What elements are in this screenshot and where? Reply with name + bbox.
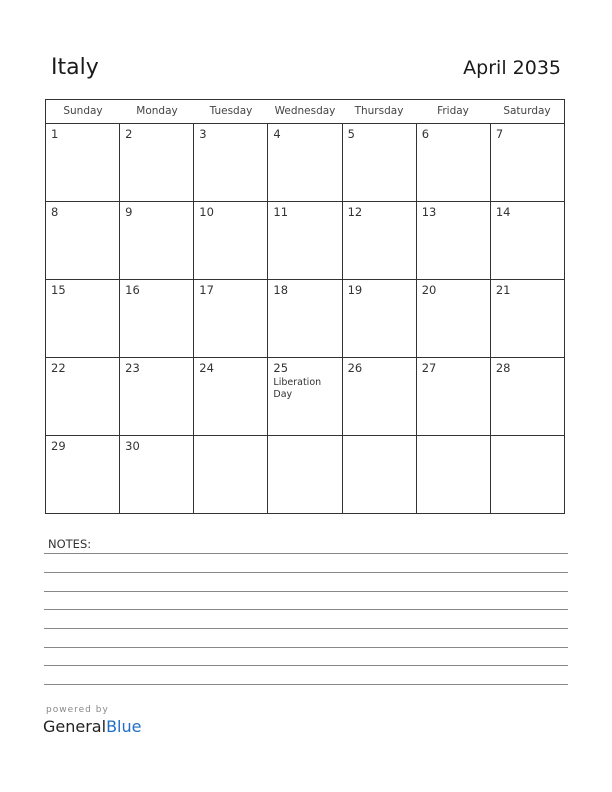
day-cell [268,436,342,513]
day-number: 15 [51,283,66,297]
note-line [44,684,568,685]
day-number: 30 [125,439,140,453]
day-number: 14 [495,205,511,219]
day-number: 18 [273,283,289,297]
day-number: 8 [51,205,59,219]
day-cell [343,280,417,357]
week-row [46,358,564,436]
day-cell [268,124,342,201]
day-cell [491,358,564,435]
day-number: 5 [347,127,355,141]
weekday-header-row [46,100,564,124]
day-cell [194,202,268,279]
day-number: 10 [199,205,214,219]
day-number: 1 [51,127,59,141]
day-number: 27 [421,361,437,375]
day-cell [120,436,194,513]
note-line [44,665,568,666]
day-cell [194,436,268,513]
day-number: 25 [273,361,289,375]
day-cell [417,124,491,201]
day-number: 28 [495,361,511,375]
day-cell [491,280,564,357]
day-cell [194,124,268,201]
day-cell [417,436,491,513]
day-cell [268,358,342,435]
day-number: 3 [199,127,207,141]
weekday-friday: Friday [437,105,469,117]
note-line [44,572,568,573]
day-cell [120,202,194,279]
day-number: 6 [421,127,430,141]
weekday-thursday: Thursday [354,105,404,117]
powered-by-text: powered by [46,705,109,715]
day-cell [46,202,120,279]
week-row [46,280,564,358]
day-cell [46,280,120,357]
generalblue-logo[interactable] [43,717,141,736]
day-number: 4 [273,127,281,141]
day-cell [417,280,491,357]
weekday-saturday: Saturday [503,105,551,117]
holiday-label: Liberation Day [273,377,322,400]
weekday-monday: Monday [136,105,178,117]
day-cell [194,358,268,435]
note-line [44,628,568,629]
day-cell [417,202,491,279]
day-cell [343,358,417,435]
calendar-grid [45,99,565,514]
day-number: 24 [199,361,214,375]
brand-blue-text: Blue [106,717,142,736]
week-row [46,436,564,513]
day-number: 29 [51,439,66,453]
day-cell [46,358,120,435]
day-cell [194,280,268,357]
day-cell [268,280,342,357]
day-number: 9 [125,205,133,219]
weekday-sunday: Sunday [63,105,103,117]
note-line [44,609,568,610]
day-number: 12 [347,205,363,219]
weekday-wednesday: Wednesday [274,105,336,117]
weekday-tuesday: Tuesday [209,105,253,117]
day-cell [491,436,564,513]
day-cell [491,124,564,201]
note-line [44,647,568,648]
day-number: 13 [421,205,437,219]
day-cell [491,202,564,279]
day-number: 2 [125,127,133,141]
country-title: Italy [51,55,99,80]
day-number: 7 [495,127,504,141]
day-cell [268,202,342,279]
day-number: 26 [347,361,363,375]
day-cell [343,124,417,201]
day-cell [46,436,120,513]
brand-general-text: General [43,717,107,736]
notes-label: NOTES: [48,537,92,551]
day-cell [120,124,194,201]
day-cell [343,202,417,279]
day-number: 21 [495,283,511,297]
day-number: 11 [273,205,289,219]
day-number: 17 [199,283,214,297]
day-number: 19 [347,283,363,297]
day-number: 23 [125,361,140,375]
note-line [44,553,568,554]
day-cell [120,358,194,435]
day-number: 22 [51,361,66,375]
month-year-title: April 2035 [463,57,561,79]
day-cell [343,436,417,513]
week-row [46,202,564,280]
day-cell [417,358,491,435]
day-cell [46,124,120,201]
week-row [46,124,564,202]
note-line [44,591,568,592]
day-number: 16 [125,283,140,297]
day-number: 20 [421,283,437,297]
day-cell [120,280,194,357]
